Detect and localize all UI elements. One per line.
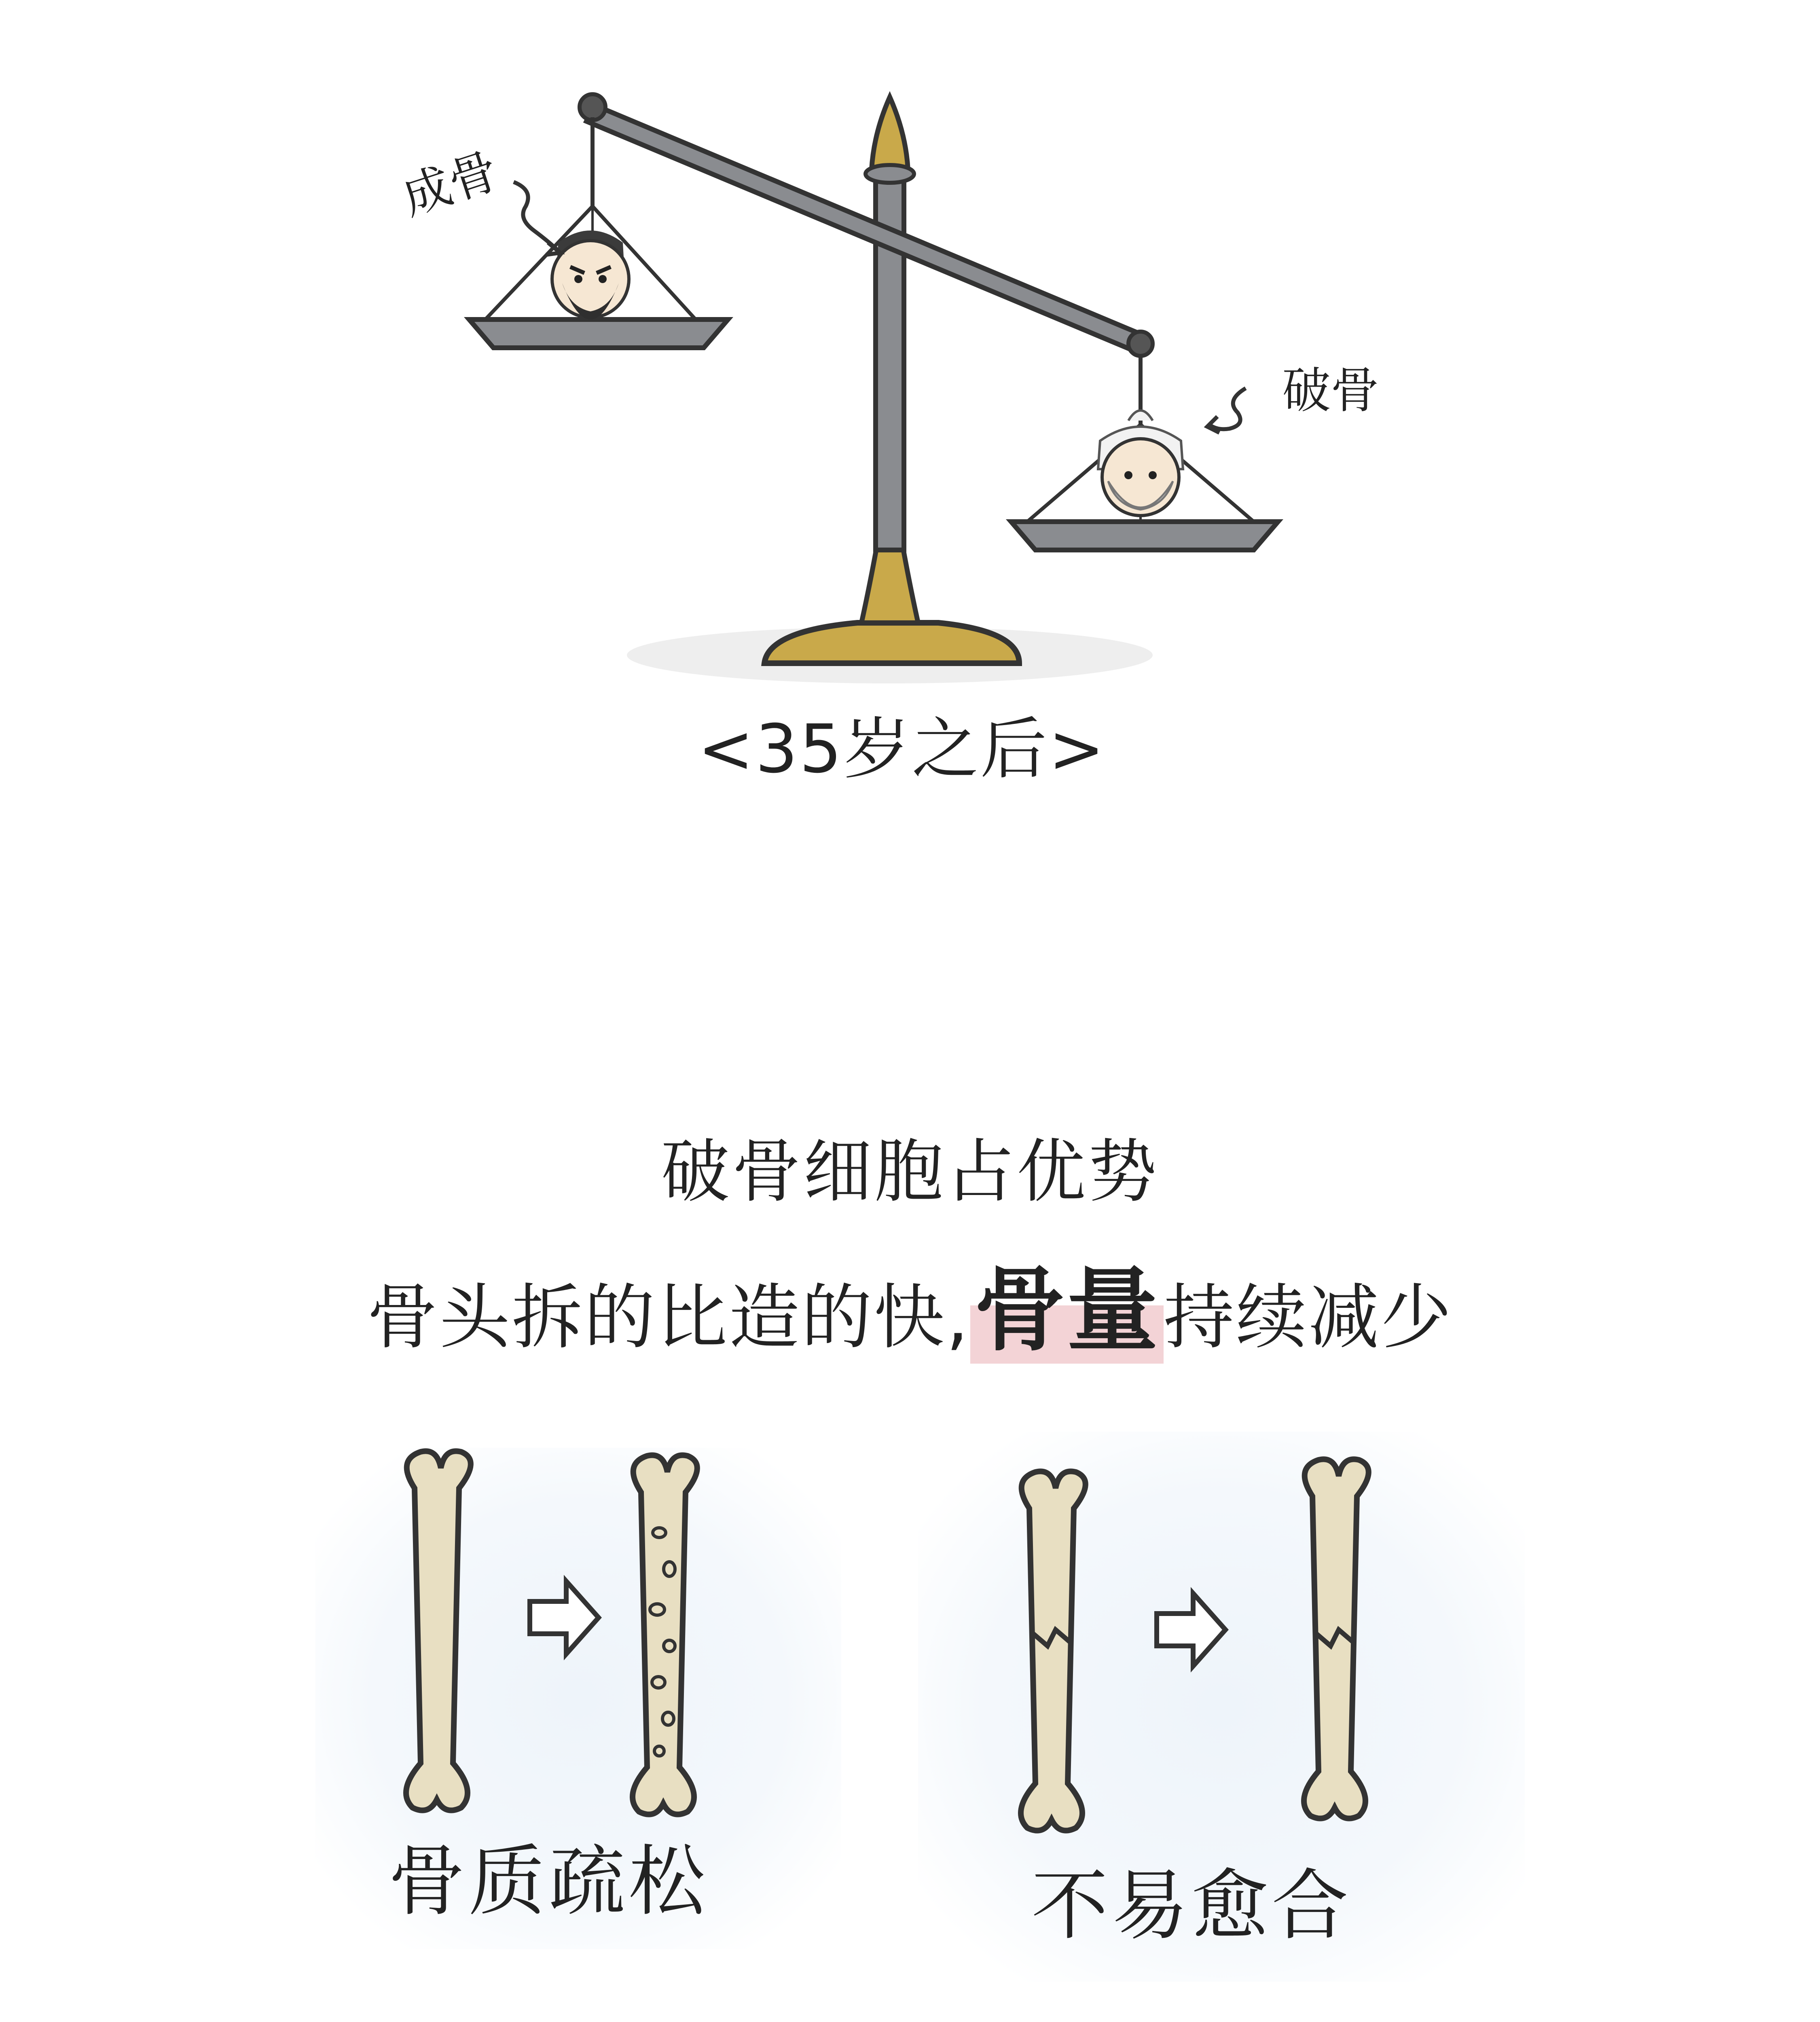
headline-line2-prefix: 骨头拆的比造的快, xyxy=(367,1277,970,1359)
headline-line2-suffix: 持续减少 xyxy=(1163,1277,1453,1359)
fractured-bone xyxy=(1021,1471,1086,1830)
poor-healing-label: 不易愈合 xyxy=(1031,1861,1352,1950)
age-caption: <35岁之后> xyxy=(698,710,1106,788)
osteoclast-label: 破骨 xyxy=(1282,363,1379,419)
arrow-right-icon xyxy=(1157,1593,1225,1666)
arrow-right-icon xyxy=(530,1581,599,1654)
headline-line1: 破骨细胞占优势 xyxy=(660,1132,1159,1212)
osteoblast-label: 成骨 xyxy=(395,142,505,226)
unhealed-bone xyxy=(1304,1459,1369,1818)
porous-bone xyxy=(633,1455,697,1814)
headline-emphasis: 骨量 xyxy=(970,1258,1164,1364)
osteoporosis-label: 骨质疏松 xyxy=(388,1837,709,1926)
healthy-bone xyxy=(406,1451,471,1810)
